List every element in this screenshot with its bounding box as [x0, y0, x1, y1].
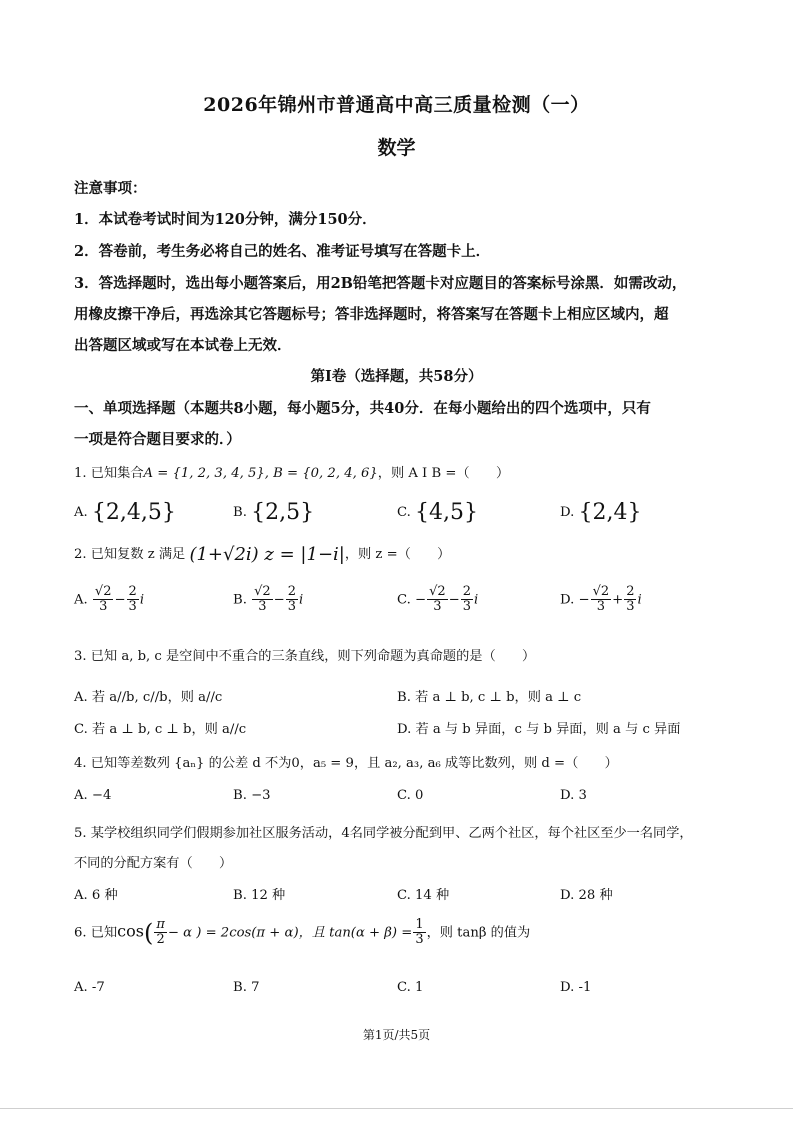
q3-option-c: C. 若 a ⊥ b, c ⊥ b，则 a//c	[74, 722, 247, 737]
q6-frac-1-3	[413, 918, 425, 948]
q2-a-i: i	[139, 592, 145, 608]
q1-option-c	[397, 500, 478, 525]
q6-tail: ，则 tanβ 的值为	[426, 925, 531, 941]
q1-option-c-label: C.	[397, 505, 411, 520]
q3-option-b: B. 若 a ⊥ b, c ⊥ b，则 a ⊥ c	[397, 690, 582, 705]
q2-b-den-1: 3	[258, 599, 267, 615]
part1-instructions-line-2: 一项是符合题目要求的．）	[74, 431, 241, 448]
q6-option-d: D. -1	[560, 980, 592, 995]
question-5-stem-line-2: 不同的分配方案有（ ）	[74, 856, 233, 871]
q6-pi: π	[156, 917, 165, 932]
q2-c-den-2: 3	[462, 599, 471, 615]
question-3-stem: 3. 已知 a, b, c 是空间中不重合的三条直线，则下列命题为真命题的是（ ）	[74, 649, 536, 664]
q4-option-b: B. −3	[233, 788, 271, 803]
q3-option-d: D. 若 a 与 b 异面，c 与 b 异面，则 a 与 c 异面	[397, 722, 681, 737]
q2-c-frac-1	[427, 585, 448, 615]
q6-option-c: C. 1	[397, 980, 424, 995]
question-5-stem-line-1: 5. 某学校组织同学们假期参加社区服务活动，4名同学被分配到甲、乙两个社区，每个社区至少一名同学，	[74, 826, 693, 841]
q2-option-b	[233, 585, 303, 615]
q2-option-a-label: A.	[74, 592, 88, 608]
q4-option-d: D. 3	[560, 788, 587, 803]
q2-d-op: +	[612, 592, 624, 608]
q2-c-den-1: 3	[433, 599, 442, 615]
q6-mid: − α ) = 2cos(π + α)，且 tan(α + β) =	[167, 925, 413, 941]
notice-item-1: 1．本试卷考试时间为120分钟，满分150分．	[74, 211, 377, 228]
q2-option-c	[397, 585, 478, 615]
q1-lead: 1. 已知集合	[74, 466, 144, 481]
question-1-stem	[74, 462, 509, 481]
q3-option-a: A. 若 a//b, c//b，则 a//c	[74, 690, 223, 705]
q2-a-num-2: 2	[128, 584, 137, 599]
page-number: 第1页/共5页	[362, 1028, 431, 1042]
notice-item-3-line-2: 用橡皮擦干净后，再选涂其它答题标号；答非选择题时，将答案写在答题卡上相应区域内，超	[74, 306, 669, 323]
q2-d-frac-1	[591, 585, 612, 615]
q2-option-c-label: C.	[397, 592, 411, 608]
q6-lead: 6. 已知	[74, 925, 118, 941]
q2-a-frac-1	[93, 585, 114, 615]
exam-title: 2026年锦州市普通高中高三质量检测（一）	[203, 94, 590, 116]
q2-b-frac-1	[252, 585, 273, 615]
q6-frac-pi-2	[154, 918, 167, 948]
volume-heading: 第Ⅰ卷（选择题，共58分）	[310, 368, 483, 385]
q2-lead: 2. 已知复数 z 满足	[74, 547, 186, 562]
q6-two: 2	[156, 932, 165, 948]
q6-option-a: A. -7	[74, 980, 105, 995]
q5-option-b: B. 12 种	[233, 888, 286, 903]
q4-option-c: C. 0	[397, 788, 424, 803]
q5-option-c: C. 14 种	[397, 888, 450, 903]
q2-d-i: i	[637, 592, 642, 608]
q1-option-a-label: A.	[74, 505, 88, 520]
q2-tail: ，则 z =（ ）	[344, 547, 451, 562]
q2-a-op: −	[114, 592, 126, 608]
q2-a-num-1: √2	[94, 584, 112, 599]
q4-option-a: A. −4	[74, 788, 112, 803]
q2-b-frac-2	[286, 585, 298, 615]
q2-a-frac-2	[127, 585, 139, 615]
q2-d-frac-2	[624, 585, 636, 615]
q2-b-den-2: 3	[287, 599, 296, 615]
page-bottom-divider	[0, 1108, 793, 1109]
q2-option-d-label: D.	[560, 592, 575, 608]
q2-d-num-2: 2	[626, 584, 635, 599]
q2-option-a	[74, 585, 144, 615]
question-2-stem	[74, 543, 450, 565]
q2-c-num-1: √2	[429, 584, 446, 599]
q2-d-sign: −	[578, 592, 590, 608]
q1-option-b	[233, 500, 314, 525]
q5-option-d: D. 28 种	[560, 888, 613, 903]
q2-option-b-label: B.	[233, 592, 247, 608]
q1-sets: A = {1, 2, 3, 4, 5}, B = {0, 2, 4, 6}	[143, 466, 378, 481]
q1-option-d-label: D.	[560, 505, 575, 520]
question-4-stem: 4. 已知等差数列 {aₙ} 的公差 d 不为0，a₅ = 9，且 a₂, a₃, a₆ 成等比数列，则 d =（ ）	[74, 756, 618, 771]
q2-c-sign: −	[415, 592, 427, 608]
q1-option-d-value: {2,4}	[578, 500, 642, 525]
q2-c-num-2: 2	[462, 584, 471, 599]
question-6-stem	[74, 918, 530, 948]
q2-c-frac-2	[461, 585, 473, 615]
q1-option-a-value: {2,4,5}	[91, 500, 176, 525]
q6-three: 3	[415, 932, 424, 948]
q2-option-d	[560, 585, 642, 615]
notice-item-3-line-3: 出答题区域或写在本试卷上无效．	[74, 337, 292, 354]
notice-item-3-line-1: 3．答选择题时，选出每小题答案后，用2B铅笔把答题卡对应题目的答案标号涂黑．如需改动，	[74, 275, 687, 292]
notice-item-2: 2．答卷前，考生务必将自己的姓名、准考证号填写在答题卡上．	[74, 243, 491, 260]
q2-d-num-1: √2	[592, 584, 610, 599]
notice-heading: 注意事项：	[74, 180, 147, 197]
q1-option-b-label: B.	[233, 505, 247, 520]
q1-option-a	[74, 500, 176, 525]
q2-d-den-1: 3	[596, 599, 605, 615]
exam-subject: 数学	[377, 137, 416, 159]
q2-b-i: i	[299, 592, 304, 608]
q1-option-d	[560, 500, 641, 525]
q2-a-den-1: 3	[99, 599, 108, 615]
q6-cos: cos	[117, 921, 144, 941]
q2-d-den-2: 3	[626, 599, 635, 615]
q2-b-op: −	[273, 592, 285, 608]
q2-c-i: i	[473, 592, 479, 608]
q6-open-paren: (	[143, 918, 154, 947]
q2-condition: (1+√2i) z = |1−i|	[189, 544, 345, 565]
q6-option-b: B. 7	[233, 980, 260, 995]
part1-instructions-line-1: 一、单项选择题（本题共8小题，每小题5分，共40分．在每小题给出的四个选项中，只有	[74, 400, 651, 417]
q2-b-num-2: 2	[287, 584, 296, 599]
q2-a-den-2: 3	[128, 599, 137, 615]
q6-one: 1	[415, 917, 424, 932]
q1-option-b-value: {2,5}	[251, 500, 315, 525]
q5-option-a: A. 6 种	[74, 888, 118, 903]
q1-option-c-value: {4,5}	[415, 500, 478, 525]
q2-c-op: −	[448, 592, 460, 608]
q2-b-num-1: √2	[254, 584, 271, 599]
q1-tail: ，则 A I B =（ ）	[377, 466, 510, 481]
